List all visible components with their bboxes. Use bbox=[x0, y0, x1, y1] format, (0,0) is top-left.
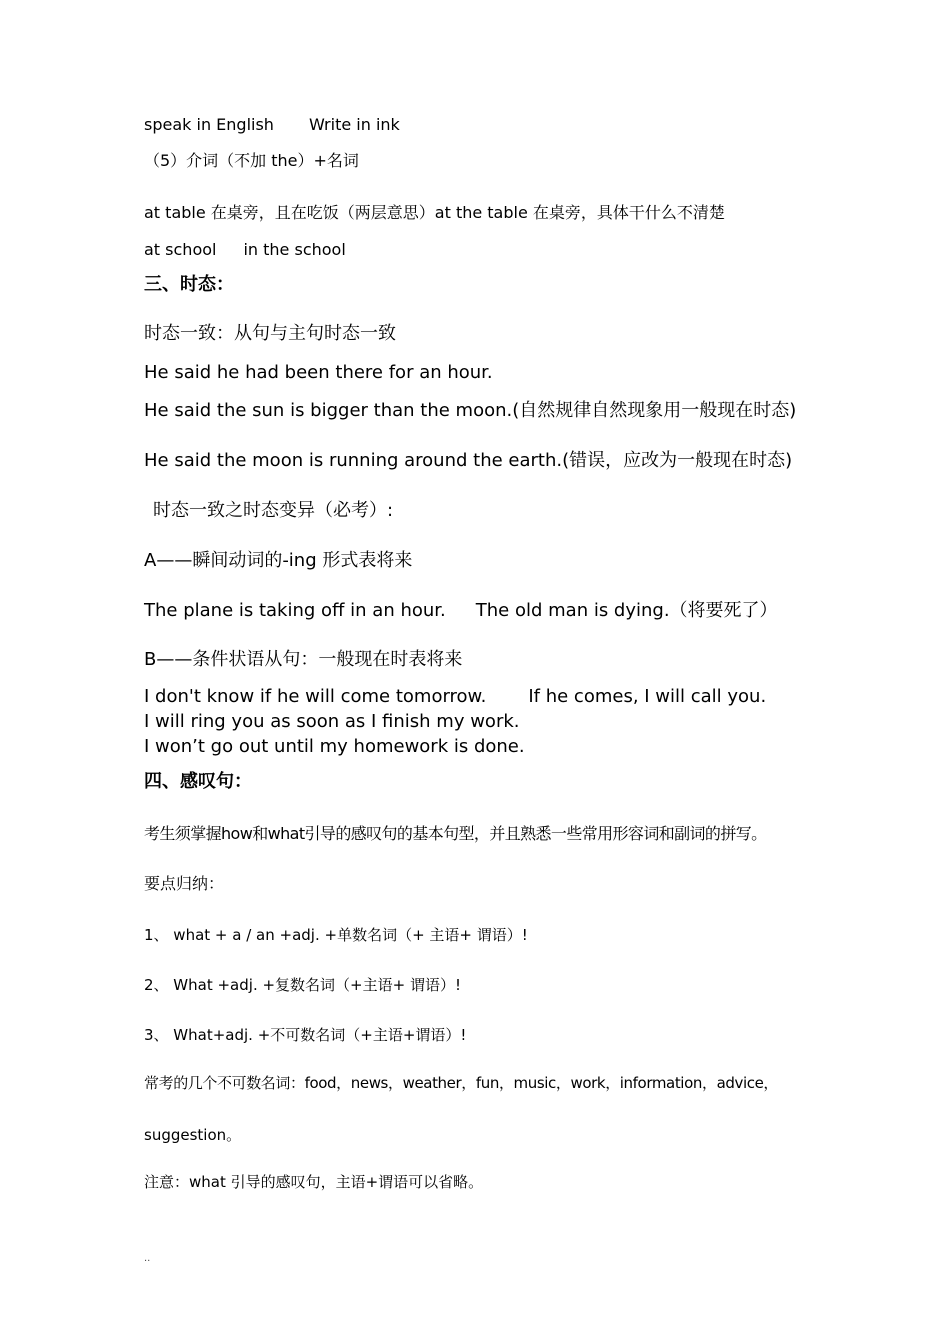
rule-preposition-noun: （5）介词（不加 the）+名词 bbox=[144, 151, 359, 170]
phrase-speak-in-english: speak in English bbox=[144, 115, 274, 134]
example-at-table: at table 在桌旁，且在吃饭（两层意思）at the table 在桌旁，具体干什么不清楚 bbox=[144, 203, 725, 222]
example-sentence-ring-you: I will ring you as soon as I finish my work. bbox=[144, 711, 520, 732]
example-sentence-3: He said the moon is running around the earth.(错误，应改为一般现在时态) bbox=[144, 450, 793, 471]
note-omit-subject-predicate: 注意：what 引导的感叹句，主语+谓语可以省略。 bbox=[144, 1173, 484, 1191]
key-points-label: 要点归纳： bbox=[144, 874, 225, 893]
uncountable-nouns-list-continued: suggestion。 bbox=[144, 1126, 242, 1144]
rule-a-momentary-verbs: A——瞬间动词的-ing 形式表将来 bbox=[144, 550, 413, 571]
tense-agreement-rule: 时态一致：从句与主句时态一致 bbox=[144, 323, 396, 344]
sentence-plane-taking-off: The plane is taking off in an hour. bbox=[144, 600, 446, 621]
example-line-speak-write bbox=[144, 117, 400, 133]
example-line-come-tomorrow bbox=[144, 688, 766, 706]
pattern-2: 2、 What +adj. +复数名词（+主语+ 谓语）! bbox=[144, 976, 461, 994]
phrase-write-in-ink: Write in ink bbox=[308, 115, 400, 134]
example-sentence-1: He said he had been there for an hour. bbox=[144, 362, 493, 383]
pattern-3: 3、 What+adj. +不可数名词（+主语+谓语）! bbox=[144, 1026, 467, 1044]
example-line-plane-dying bbox=[144, 602, 778, 620]
section-heading-tense: 三、时态： bbox=[144, 274, 234, 295]
pattern-1: 1、 what + a / an +adj. +单数名词（+ 主语+ 谓语）! bbox=[144, 926, 528, 944]
page-footer-marker: .. bbox=[144, 1253, 151, 1264]
uncountable-nouns-list: 常考的几个不可数名词：food，news，weather，fun，music，work，information，advice， bbox=[144, 1074, 778, 1092]
example-sentence-2: He said the sun is bigger than the moon.(自然规律自然现象用一般现在时态) bbox=[144, 400, 797, 421]
tense-variation-heading: 时态一致之时态变异（必考）: bbox=[153, 500, 394, 521]
example-sentence-wont-go-out: I won’t go out until my homework is done. bbox=[144, 736, 525, 757]
sentence-old-man-dying: The old man is dying.（将要死了） bbox=[475, 600, 778, 621]
example-line-school bbox=[144, 242, 346, 258]
exclamatory-intro-text: 考生须掌握how和what引导的感叹句的基本句型，并且熟悉一些常用形容词和副词的拼写。 bbox=[144, 824, 767, 843]
sentence-if-he-comes: If he comes, I will call you. bbox=[528, 686, 767, 707]
phrase-at-school: at school bbox=[144, 240, 217, 259]
section-heading-exclamatory: 四、感叹句： bbox=[144, 771, 252, 792]
sentence-dont-know-if: I don't know if he will come tomorrow. bbox=[144, 686, 487, 707]
phrase-in-the-school: in the school bbox=[243, 240, 346, 259]
rule-b-conditional-clause: B——条件状语从句：一般现在时表将来 bbox=[144, 649, 463, 670]
